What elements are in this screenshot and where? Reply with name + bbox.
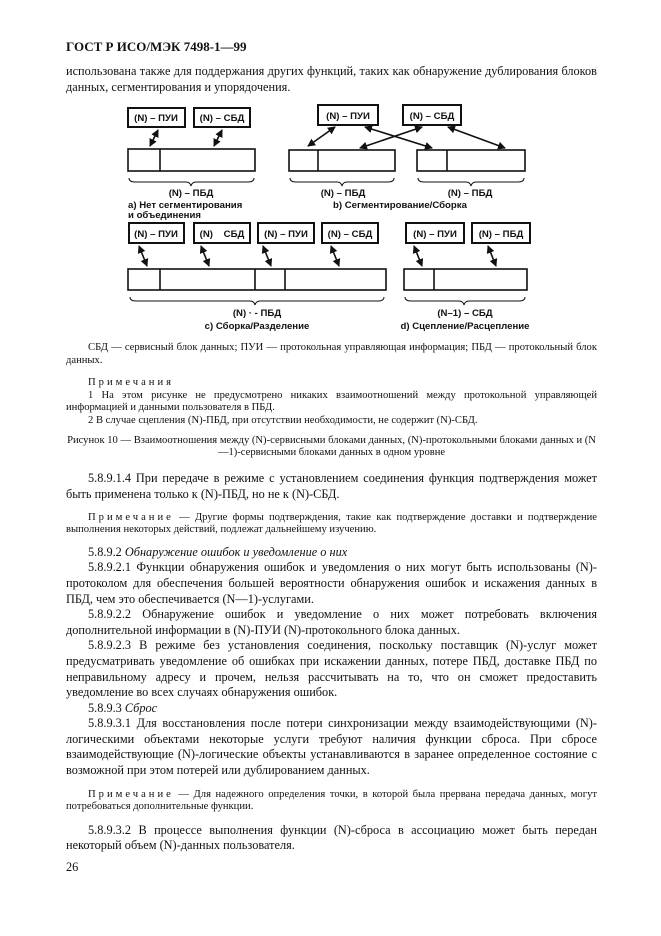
arrow (150, 130, 158, 146)
brace (129, 178, 254, 186)
sdu-label: (N) – СБД (199, 113, 245, 124)
caption-a-2: и объединения (128, 210, 201, 221)
note-reset (66, 789, 597, 814)
sdu-label: (N) – СБД (409, 111, 455, 122)
note-acknowledgement (66, 512, 597, 537)
body-text-flow (66, 342, 597, 876)
paragraph-5-8-9-1-4: 5.8.9.1.4 При передаче в режиме с установлением соединения функция подтверждения может быть применена только к (N)-ПБД, но не к (N)-СБД. (66, 471, 597, 501)
section-title: Обнаружение ошибок и уведомление о них (124, 544, 348, 559)
note-1: 1 На этом рисунке не предусмотрено никаких взаимоотношений между протокольной управляющей информацией и данными пользователя в ПБД. (66, 389, 597, 414)
sdu-label: (N) – СБД (327, 229, 373, 240)
note-text: — Другие формы подтверждения, такие как подтверждение доставки и подтверждение выполнения некоторых действий, подлежат дальнейшему изучению. (66, 511, 597, 536)
paragraph-5-8-9-3-1: 5.8.9.3.1 Для восстановления после потери синхронизации между взаимодействующими (N)-логическими объектами некоторые услуги требуют наличия функции сброса. При сбросе взаимодействующие (N)-логические объекты устанавливаются в заранее определенное состояние с возможной при этом потерей или дублированием данных. (66, 716, 597, 778)
pci-label: (N) – ПУИ (264, 229, 308, 240)
note-text: — Для надежного определения точки, в которой была прервана передача данных, могут потребоваться дополнительные функции. (66, 788, 597, 813)
pdu-label: (N) · - ПБД (232, 308, 282, 319)
pdu-label: (N) – ПБД (447, 188, 493, 199)
note-2: 2 В случае сцепления (N)-ПБД, при отсутствии необходимости, не содержит (N)-СБД. (88, 414, 478, 426)
sdu-label: (N–1) – СБД (437, 308, 493, 319)
pci-label: (N) – ПУИ (413, 229, 457, 240)
caption-c: c) Сборка/Разделение (204, 321, 310, 332)
diagram-d (401, 223, 530, 332)
diagram-b (289, 105, 525, 211)
paragraph-5-8-9-3-2: 5.8.9.3.2 В процессе выполнения функции (N)-сброса в ассоциацию может быть передан некоторый объем (N)-данных пользователя. (66, 822, 597, 853)
section-5-8-9-2-heading (66, 545, 597, 561)
pdu-label: (N) – ПБД (168, 188, 214, 199)
diagram-c (128, 223, 386, 332)
figure-caption: Рисунок 10 — Взаимоотношения между (N)-сервисными блоками данных, (N)-протокольными блоками данных и (N—1)-сервисными блоками данных в одном уровне (67, 434, 596, 458)
pdu-block (128, 149, 255, 171)
caption-d: d) Сцепление/Расцепление (400, 321, 530, 332)
note-label: Примечание (88, 511, 174, 523)
diagram-a (128, 108, 255, 221)
paragraph-5-8-9-2-3: 5.8.9.2.3 В режиме без установления соединения, поскольку поставщик (N)-услуг может предусматривать уведомление об ошибках при искажении данных, потере ПБД, доставке ПБД по неправильному адресу и прочем, нельзя рассчитывать на то, что он сможет предоставить уведомление во всех случаях обнаружения ошибок. (66, 638, 597, 700)
pci-label: (N) – ПУИ (134, 229, 178, 240)
sdu-label: (N) СБД (199, 229, 245, 240)
intro-paragraph: использована также для поддержания других функций, таких как обнаружение дублирования блоков данных, сегментирования и упорядочения. (66, 64, 597, 94)
pdu-block (128, 269, 386, 290)
pdu-label: (N) – ПБД (478, 229, 524, 240)
pci-label: (N) – ПУИ (326, 111, 370, 122)
page-number: 26 (66, 860, 79, 875)
paragraph-5-8-9-2-2: 5.8.9.2.2 Обнаружение ошибок и уведомление о них может потребовать включения дополнительной информации в (N)-ПУИ (N)-протокольного блока данных. (66, 607, 597, 637)
document-header: ГОСТ Р ИСО/МЭК 7498-1—99 (66, 39, 247, 54)
arrow (214, 130, 222, 146)
pdu-block (289, 150, 395, 171)
caption-b: b) Сегментирование/Сборка (333, 200, 467, 211)
pdu-block (417, 150, 525, 171)
section-title: Сброс (124, 700, 158, 715)
sdu-block (404, 269, 527, 290)
notes-title: Примечания (88, 377, 174, 389)
caption-a: a) Нет сегментирования (128, 200, 243, 211)
pci-label: (N) – ПУИ (134, 113, 178, 124)
pdu-label: (N) – ПБД (320, 188, 366, 199)
section-number: 5.8.9.3 (88, 700, 125, 715)
section-number: 5.8.9.2 (88, 544, 125, 559)
figure-10-diagram (0, 0, 661, 338)
paragraph-5-8-9-2-1: 5.8.9.2.1 Функции обнаружения ошибок и уведомления о них могут быть использованы (N)-протоколом для обеспечения большей вероятности обнаружения ошибок и искажения данных в ПБД, чем это обеспечивается (N—1)-услугами. (66, 560, 597, 606)
note-label: Примечание (88, 788, 174, 800)
section-5-8-9-3-heading (66, 701, 597, 717)
legend: СБД — сервисный блок данных; ПУИ — протокольная управляющая информация; ПБД — протокольный блок данных. (66, 342, 597, 366)
